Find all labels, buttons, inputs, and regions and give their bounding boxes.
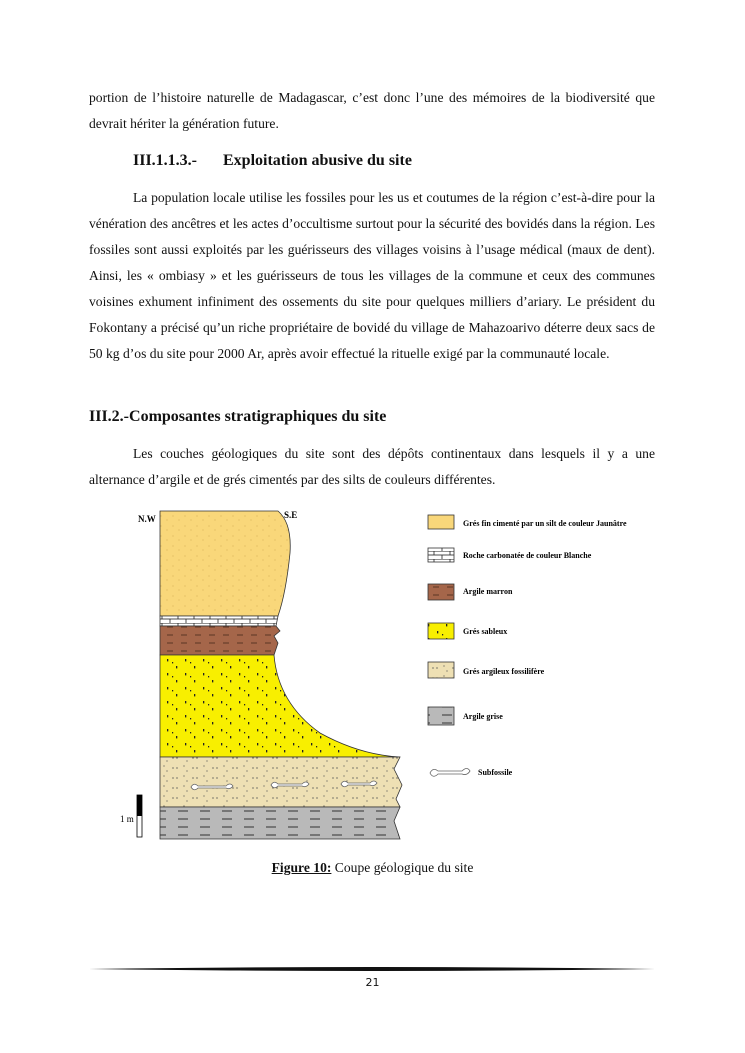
legend-swatch-roche-carbonatee [428, 548, 454, 562]
layer-argile-marron [160, 626, 280, 655]
page-number: 21 [365, 976, 380, 989]
section-heading-exploitation [133, 152, 412, 170]
paragraph-exploitation: La population locale utilise les fossiles pour les us et coutumes de la région c’est-à-dire pour la vénération des ancêtres et les actes d’occultisme surtout pour la sécurité des bovidés dans la région. Les fossiles sont aussi exploités par les guérisseurs des villages voisins à l’usage médical (maux de dent). Ainsi, les « ombiasy » et les guérisseurs de tous les villages de la commune et ceux des communes voisines exhument infiniment des ossements du site pour quelques milliers d’ariary. Le président du Fokontany a précisé qu’un riche propriétaire de bovidé du village de Mahazoarivo déterre deux sacs de 50 kg d’os du site pour 2000 Ar, après avoir effectué la rituelle exigé par la communauté locale. [89, 190, 655, 361]
layer-roche-carbonatee [160, 616, 278, 626]
legend-swatch-argile-marron [428, 584, 454, 600]
legend-label-gres-argileux: Grés argileux fossilifère [463, 667, 545, 676]
legend-swatch-argile-grise [428, 707, 454, 725]
label-se: S.E [284, 510, 298, 520]
legend-label-roche-carbonatee: Roche carbonatée de couleur Blanche [463, 551, 592, 560]
figure-caption-label: Figure 10: [271, 860, 332, 875]
layer-argile-grise [160, 807, 400, 839]
legend-label-gres-sableux: Grés sableux [463, 627, 508, 636]
paragraph-stratigraphy: Les couches géologiques du site sont des dépôts continentaux dans lesquels il y a une alternance d’argile et de grés cimentés par des silts de couleurs différentes. [89, 446, 655, 487]
section-title: Exploitation abusive du site [223, 152, 412, 169]
figure-caption-text: Coupe géologique du site [331, 860, 474, 875]
legend-label-subfossile: Subfossile [478, 768, 513, 777]
legend-swatch-subfossile [430, 769, 470, 777]
legend-swatch-gres-argileux [428, 662, 454, 678]
section-heading-stratigraphy: III.2.-Composantes stratigraphiques du site [89, 408, 387, 425]
section-number: III.1.1.3.- [133, 152, 198, 169]
label-nw: N.W [138, 514, 156, 524]
figure-caption [0, 860, 745, 876]
legend-label-gres-fin: Grés fin cimenté par un silt de couleur Jaunâtre [463, 519, 627, 528]
layer-gres-fin [160, 511, 290, 616]
legend-swatch-gres-fin [428, 515, 454, 529]
legend [428, 515, 627, 777]
legend-label-argile-grise: Argile grise [463, 712, 503, 721]
scale-label: 1 m [120, 814, 134, 824]
layer-gres-argileux [160, 757, 402, 807]
legend-swatch-gres-sableux [428, 623, 454, 639]
footer-rule [89, 966, 655, 972]
paragraph-intro: portion de l’histoire naturelle de Madagascar, c’est donc l’une des mémoires de la biodiversité que devrait hériter la génération future. [89, 90, 655, 131]
layer-gres-sableux [160, 655, 400, 757]
legend-label-argile-marron: Argile marron [463, 587, 513, 596]
geological-section-figure [110, 503, 650, 848]
